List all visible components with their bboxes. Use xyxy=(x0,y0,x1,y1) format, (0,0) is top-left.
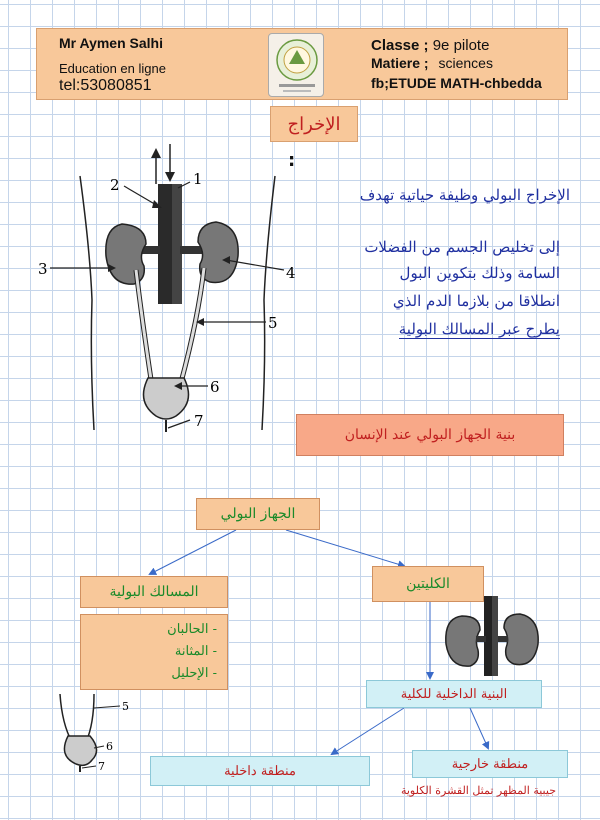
duct-item-ureters: - الحالبان xyxy=(167,622,217,637)
bladder-diagram-small xyxy=(50,694,140,774)
duct-item-urethra: - الإحليل xyxy=(171,666,217,681)
duct-item-bladder: - المثانة xyxy=(174,644,217,659)
mindmap-cortex: منطقة خارجية xyxy=(412,750,568,778)
label-number-5: 5 xyxy=(268,314,278,332)
teacher-name: Mr Aymen Salhi xyxy=(59,35,163,51)
mindmap-root-urinary-system: الجهاز البولي xyxy=(196,498,320,530)
definition-line-4: انطلاقا من بلازما الدم الذي xyxy=(392,292,560,310)
mindmap-urinary-ducts: المسالك البولية xyxy=(80,576,228,608)
mindmap-ducts-list xyxy=(80,614,228,690)
mindmap-kidneys: الكليتين xyxy=(372,566,484,602)
colon-mark: : xyxy=(288,150,296,171)
definition-line-2: إلى تخليص الجسم من الفضلات xyxy=(364,238,560,256)
small-label-5: 5 xyxy=(122,700,129,713)
kidneys-illustration xyxy=(436,596,548,680)
label-number-3: 3 xyxy=(38,260,48,278)
label-number-1: 1 xyxy=(193,170,203,188)
mindmap-medulla: منطقة داخلية xyxy=(150,756,370,786)
definition-line-1: الإخراج البولي وظيفة حياتية تهدف xyxy=(359,186,570,204)
label-number-7: 7 xyxy=(194,412,204,430)
label-number-6: 6 xyxy=(210,378,220,396)
phone-number: tel:53080851 xyxy=(59,77,152,94)
label-number-4: 4 xyxy=(286,264,296,282)
facebook-page: fb;ETUDE MATH-chbedda xyxy=(371,75,542,91)
mindmap-internal-structure: البنية الداخلية للكلية xyxy=(366,680,542,708)
class-value: 9e pilote xyxy=(432,37,490,54)
section-title: بنية الجهاز البولي عند الإنسان xyxy=(296,414,564,456)
small-label-6: 6 xyxy=(106,740,113,753)
education-label: Education en ligne xyxy=(59,61,166,76)
cortex-note: جيبية المظهر تمثل القشرة الكلوية xyxy=(400,784,556,797)
small-label-7: 7 xyxy=(98,760,105,773)
subject-value: sciences xyxy=(438,55,493,71)
label-number-2: 2 xyxy=(110,176,120,194)
class-label: Classe ; xyxy=(371,37,429,54)
lesson-title: الإخراج xyxy=(270,106,358,142)
subject-label: Matiere ; xyxy=(371,55,429,71)
definition-line-3: السامة وذلك بتكوين البول xyxy=(399,264,560,282)
definition-line-5-text: يطرح عبر المسالك البولية xyxy=(398,320,560,338)
